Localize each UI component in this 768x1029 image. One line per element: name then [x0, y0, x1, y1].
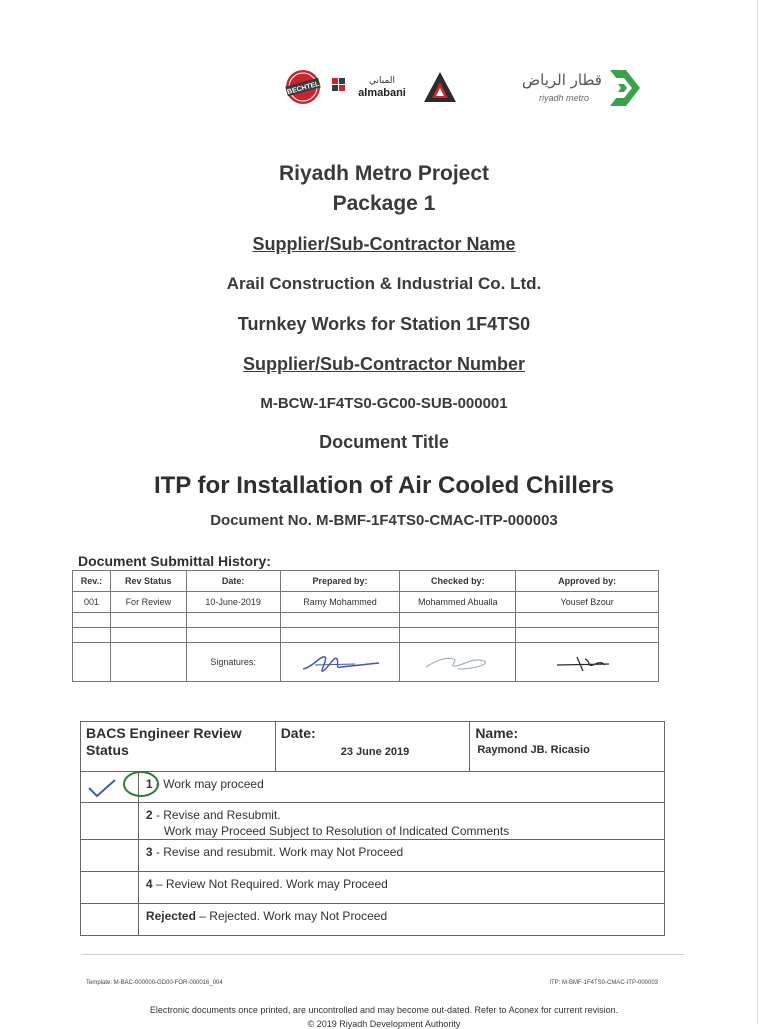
checked-cell: Mohammed Abualla — [400, 592, 516, 613]
riyadh-metro-arabic: قطار الرياض — [522, 71, 602, 89]
rev-cell: 001 — [73, 592, 111, 613]
option-2-number: 2 — [145, 808, 153, 822]
option-2-text-2: Work may Proceed Subject to Resolution of Indicated Comments — [163, 824, 510, 838]
check-cell — [81, 872, 139, 904]
footer-note: Electronic documents once printed, are uncontrolled and may become out-dated. Refer to Aconex for current revision. — [149, 1005, 619, 1015]
review-date-value: 23 June 2019 — [340, 746, 410, 758]
header-cell: Rev Status — [110, 571, 186, 592]
review-option-5 — [81, 904, 665, 936]
project-title: Riyadh Metro Project — [278, 162, 490, 185]
review-status-label: BACS Engineer Review Status — [81, 722, 276, 772]
header-cell: Approved by: — [516, 571, 659, 592]
option-1-label — [138, 772, 664, 803]
almabani-arabic: المباني — [369, 76, 395, 86]
works-title: Turnkey Works for Station 1F4TS0 — [237, 314, 531, 334]
option-5-text: – Rejected. Work may Not Proceed — [195, 909, 388, 923]
document-title-label: Document Title — [319, 432, 449, 452]
review-date-label: Date: — [280, 725, 316, 741]
table-row — [73, 571, 659, 592]
history-title: Document Submittal History: — [78, 553, 271, 569]
signatures-label: Signatures: — [186, 643, 280, 682]
almabani-text: almabani — [358, 87, 406, 99]
option-1-number: 1 — [145, 777, 153, 791]
signature-prepared — [280, 643, 400, 682]
supplier-name: Arail Construction & Industrial Co. Ltd. — [226, 274, 542, 293]
footer-copyright: © 2019 Riyadh Development Authority — [307, 1019, 461, 1029]
circle-mark-icon — [121, 770, 161, 800]
table-row — [73, 592, 659, 613]
review-option-3 — [81, 840, 665, 872]
riyadh-metro-text: riyadh metro — [538, 93, 590, 103]
option-2-label — [138, 803, 664, 840]
option-2-text-1: - Revise and Resubmit. — [152, 808, 281, 822]
option-1-text: - Work may proceed — [152, 777, 264, 791]
bacs-review-table — [80, 721, 665, 936]
option-3-label — [138, 840, 664, 872]
signature-checked — [400, 643, 516, 682]
document-number: Document No. M-BMF-1F4TS0-CMAC-ITP-000003 — [210, 512, 558, 529]
header-cell: Rev.: — [73, 571, 111, 592]
footer-itp: ITP: M-BMF-1F4TS0-CMAC-ITP-000003 — [549, 980, 658, 986]
logo-bar — [0, 64, 768, 114]
option-3-number: 3 — [145, 845, 153, 859]
review-option-2 — [81, 803, 665, 840]
review-option-4 — [81, 872, 665, 904]
prepared-cell: Ramy Mohammed — [280, 592, 400, 613]
check-cell — [81, 904, 139, 936]
footer-divider — [82, 954, 684, 955]
header-cell: Date: — [186, 571, 280, 592]
riyadh-metro-logo — [514, 64, 644, 114]
package-title: Package 1 — [332, 192, 436, 215]
document-title: ITP for Installation of Air Cooled Chillers — [153, 472, 615, 499]
review-name-label: Name: — [475, 725, 519, 741]
check-cell — [81, 803, 139, 840]
table-row — [73, 613, 659, 628]
submittal-history-table — [72, 570, 659, 682]
supplier-number-label: Supplier/Sub-Contractor Number — [242, 354, 525, 374]
check-cell — [81, 840, 139, 872]
option-5-label — [138, 904, 664, 936]
supplier-name-label: Supplier/Sub-Contractor Name — [252, 234, 516, 254]
option-3-text: - Revise and resubmit. Work may Not Proceed — [152, 845, 404, 859]
option-4-number: 4 — [145, 877, 153, 891]
table-row — [73, 628, 659, 643]
bechtel-logo — [284, 68, 322, 106]
review-date-cell — [275, 722, 470, 772]
footer-template: Template: M-BAC-000000-GD00-FOR-000016_004 — [86, 980, 223, 986]
approved-cell: Yousef Bzour — [516, 592, 659, 613]
header-cell: Prepared by: — [280, 571, 400, 592]
option-5-bold: Rejected — [145, 909, 196, 923]
triangle-logo — [422, 70, 458, 104]
supplier-number: M-BCW-1F4TS0-GC00-SUB-000001 — [260, 395, 508, 412]
signature-approved — [516, 643, 659, 682]
table-row — [81, 722, 665, 772]
option-4-label — [138, 872, 664, 904]
review-name-cell — [470, 722, 665, 772]
status-cell: For Review — [110, 592, 186, 613]
review-name-value: Raymond JB. Ricasio — [477, 744, 590, 756]
header-cell: Checked by: — [400, 571, 516, 592]
date-cell: 10-June-2019 — [186, 592, 280, 613]
option-4-text: – Review Not Required. Work may Proceed — [152, 877, 388, 891]
almabani-logo — [330, 70, 420, 104]
review-option-1 — [81, 772, 665, 803]
signature-row — [73, 643, 659, 682]
bechtel-text: BECHTEL — [286, 80, 321, 97]
